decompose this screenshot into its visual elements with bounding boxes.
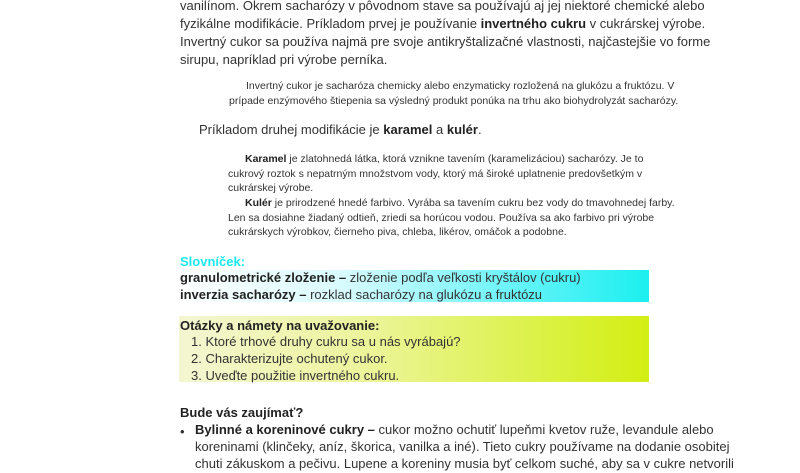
karamel-term: karamel <box>383 122 433 137</box>
kuler-definition-term: Kulér <box>245 197 272 209</box>
glossary-def-2: rozklad sacharózy na glukózu a fruktózu <box>306 287 543 302</box>
glossary-item-2 <box>180 286 542 304</box>
invert-sugar-term: invertného cukru <box>480 16 587 31</box>
kuler-definition-text: je prirodzené hnedé farbivo. Vyrába sa tavením cukru bez vody do tmavohnedej farby. <box>271 197 675 209</box>
intro-line-2 <box>180 15 705 33</box>
intro-line-4: sirupu, napríklad pri výrobe perníka. <box>180 52 388 67</box>
interest-line-1-text: cukor možno ochutiť lupeňmi kvetov ruže, levandule alebo <box>374 422 714 437</box>
quote1-line-1: Invertný cukor je sacharóza chemicky alebo enzymaticky rozložená na glukózu a fruktózu. V <box>246 80 675 92</box>
question-3: 3. Uveďte použitie invertného cukru. <box>191 368 400 383</box>
intro-line-2-end: v cukrárskej výrobe. <box>586 16 706 31</box>
interest-heading: Bude vás zaujímať? <box>180 405 304 420</box>
glossary-def-1: zloženie podľa veľkosti kryštálov (cukru) <box>346 270 581 285</box>
karamel-line-3: cukrárskej výrobe. <box>228 182 314 194</box>
second-pre: Príkladom druhej modifikácie je <box>199 122 384 137</box>
glossary-item-1 <box>180 269 581 287</box>
kuler-line-2: Len sa dosiahne žiadaný odtieň, zriedi sa horúcou vodou. Používa sa ako farbivo pri výrobe <box>228 212 655 224</box>
intro-line-1: vanilínom. Okrem sacharózy v pôvodnom stave sa používajú aj jej niektoré chemické alebo <box>180 0 705 13</box>
glossary-term-1: granulometrické zloženie – <box>180 270 347 285</box>
kuler-line-3: cukrárskych výrobkov, čierneho piva, chleba, likérov, omáčok a podobne. <box>228 226 567 238</box>
glossary-term-2: inverzia sacharózy – <box>180 287 307 302</box>
second-modification-line <box>199 121 482 139</box>
second-end: . <box>477 122 482 137</box>
question-1: 1. Ktoré trhové druhy cukru sa u nás vyrábajú? <box>191 334 461 349</box>
interest-line-2: koreninami (klinčeky, aníz, škorica, vanilka a iné). Tieto cukry používame na dodanie osobitej <box>195 439 730 454</box>
bullet-icon: • <box>180 424 185 439</box>
karamel-line-2: cukrový roztok s nepatrným množstvom vody, ktorý má široké uplatnenie predovšetkým v <box>228 168 643 180</box>
second-mid: a <box>432 122 447 137</box>
interest-term: Bylinné a koreninové cukry – <box>195 422 375 437</box>
question-2: 2. Charakterizujte ochutený cukor. <box>191 351 388 366</box>
kuler-term: kulér <box>446 122 478 137</box>
quote1-line-2: prípade enzýmového štiepenia sa výsledný produkt ponúka na trhu ako biohydrolyzát sacharózy. <box>229 95 679 107</box>
kuler-line-1 <box>245 196 675 211</box>
intro-line-2-text: fyzikálne modifikácie. Príkladom prvej je používanie <box>180 16 481 31</box>
interest-line-3: chuti zákuskom a pečivu. Lupene a koreniny musia byť celkom suché, aby sa v cukre netvorili <box>195 456 734 471</box>
intro-line-3: Invertný cukor sa používa najmä pre svoje antikryštalizačné vlastnosti, najčastejšie vo forme <box>180 34 711 49</box>
interest-line-1 <box>195 421 714 439</box>
karamel-line-1 <box>245 152 643 167</box>
questions-heading: Otázky a námety na uvažovanie: <box>180 318 380 333</box>
karamel-definition-text: je zlatohnedá látka, ktorá vznikne tavením (karamelizáciou) sacharózy. Je to <box>286 153 644 165</box>
karamel-definition-term: Karamel <box>245 153 287 165</box>
glossary-heading: Slovníček: <box>180 254 246 269</box>
